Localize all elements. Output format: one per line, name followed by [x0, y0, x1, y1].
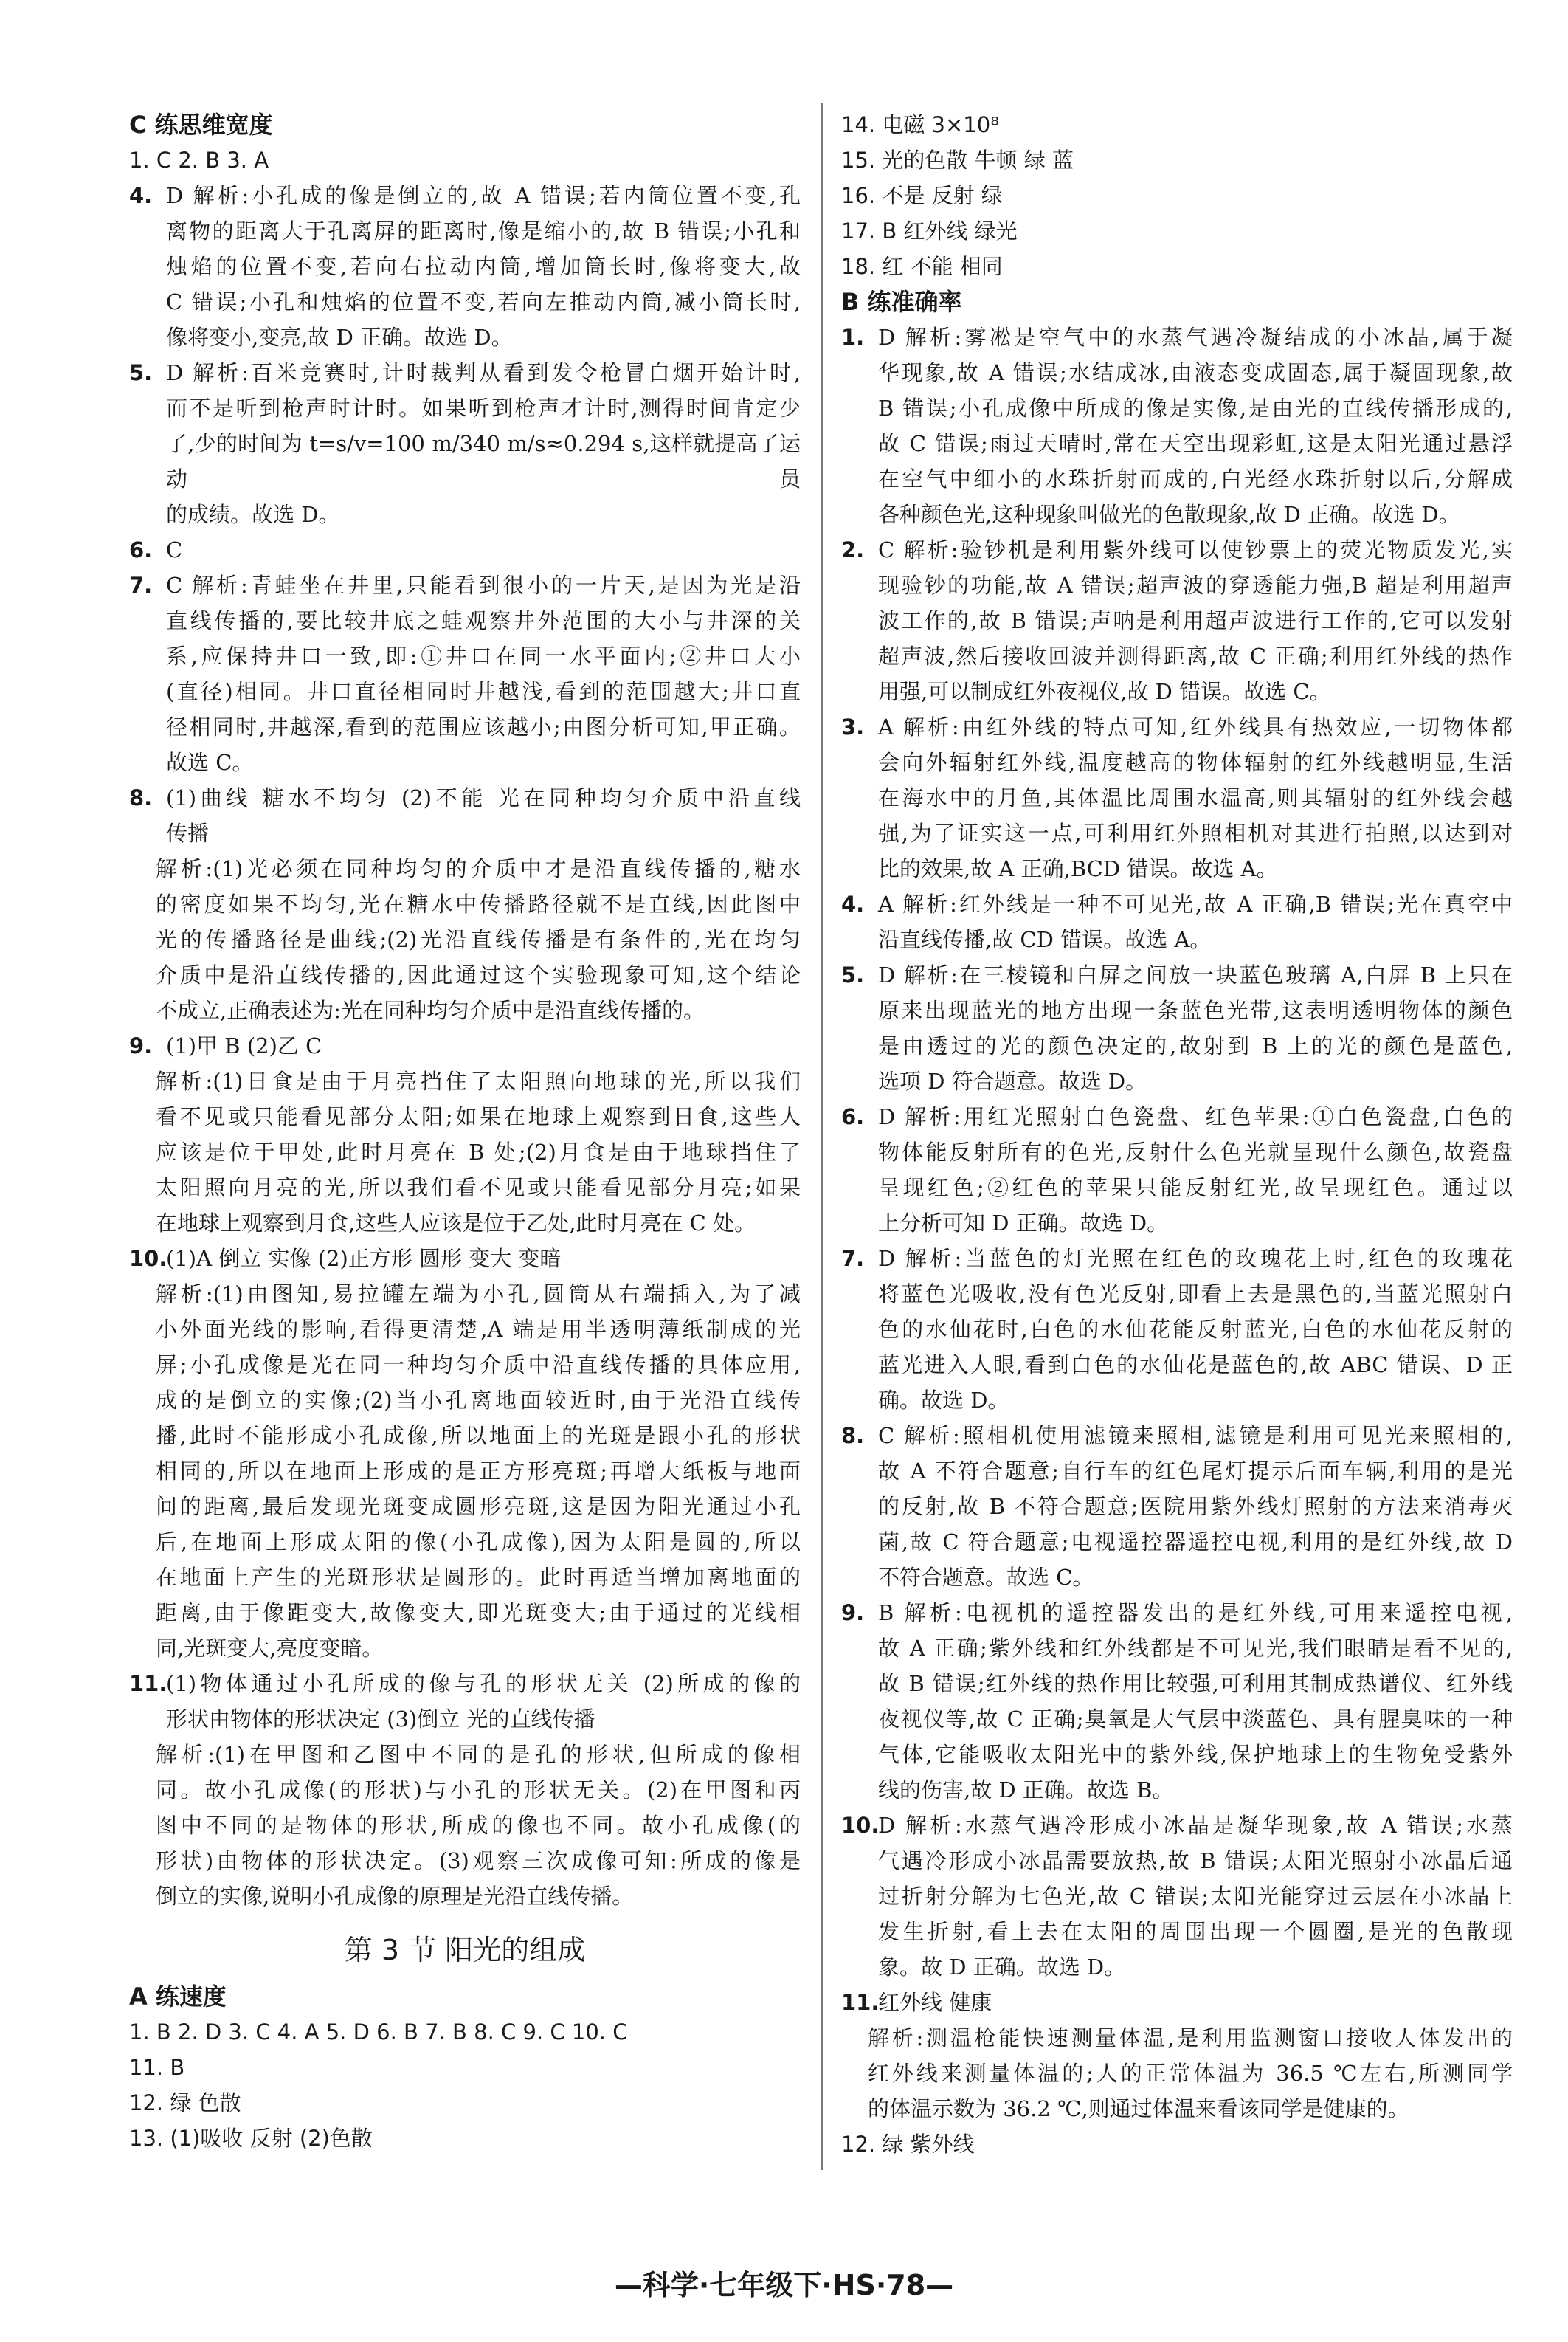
answer-line: 而不是听到枪声时计时。如果听到枪声才计时,测得时间肯定少 — [166, 396, 801, 421]
answer-line: C — [166, 537, 183, 562]
answer-item — [841, 532, 1513, 709]
answer-line: D 解析:小孔成的像是倒立的,故 A 错误;若内筒位置不变,孔 — [166, 183, 801, 208]
answer-body — [166, 568, 801, 780]
answer-line: 径相同时,井越深,看到的范围应该越小;由图分析可知,甲正确。 — [166, 714, 801, 740]
answer-body — [166, 532, 801, 568]
answer-body — [878, 886, 1513, 957]
answer-line: A 解析:红外线是一种不可见光,故 A 正确,B 错误;光在真空中 — [878, 892, 1513, 917]
answer-item — [129, 1028, 801, 1064]
answer-line: 在海水中的月鱼,其体温比周围水温高,则其辐射的红外线会越 — [878, 785, 1513, 810]
answer-line: C 错误;小孔和烛焰的位置不变,若向左推动内筒,减小筒长时, — [166, 289, 801, 314]
answer-row: 14. 电磁 3×10⁸ — [841, 112, 999, 137]
question-number: 8. — [129, 785, 153, 810]
answer-line: D 解析:用红光照射白色瓷盘、红色苹果:①白色瓷盘,白色的 — [878, 1104, 1513, 1129]
answer-line: D 解析:在三棱镜和白屏之间放一块蓝色玻璃 A,白屏 B 上只在 — [878, 962, 1513, 988]
answer-line: 各种颜色光,这种现象叫做光的色散现象,故 D 正确。故选 D。 — [878, 502, 1460, 527]
answer-body — [166, 780, 801, 851]
answer-line: 菌,故 C 符合题意;电视遥控器遥控电视,利用的是红外线,故 D — [878, 1529, 1513, 1554]
answer-line: D 解析:水蒸气遇冷形成小冰晶是凝华现象,故 A 错误;水蒸 — [878, 1813, 1513, 1838]
answer-line: (1)曲线 糖水不均匀 (2)不能 光在同种均匀介质中沿直线 — [166, 785, 801, 810]
answer-item — [841, 709, 1513, 886]
answer-item — [841, 1985, 1513, 2020]
answer-line: 传播 — [166, 821, 210, 846]
answer-line: 强,为了证实这一点,可利用红外照相机对其进行拍照,以达到对 — [878, 821, 1513, 846]
answer-line: 红外线 健康 — [878, 1990, 992, 2015]
answer-body — [878, 532, 1513, 709]
answer-line: 发生折射,看上去在太阳的周围出现一个圆圈,是光的色散现 — [878, 1919, 1513, 1944]
answer-line: 不符合题意。故选 C。 — [878, 1565, 1094, 1590]
answer-line: 故 C 错误;雨过天晴时,常在天空出现彩虹,这是太阳光通过悬浮 — [878, 431, 1513, 456]
question-number: 3. — [841, 714, 865, 740]
answer-line: 在空气中细小的水珠折射而成的,白光经水珠折射以后,分解成 — [878, 466, 1513, 492]
analysis-block — [129, 851, 801, 1028]
answer-line: 物体能反射所有的色光,反射什么色光就呈现什么颜色,故瓷盘 — [878, 1140, 1513, 1165]
analysis-line: 相同的,所以在地面上形成的是正方形亮斑;再增大纸板与地面 — [156, 1458, 801, 1484]
analysis-line: 的体温示数为 36.2 ℃,则通过体温来看该同学是健康的。 — [868, 2096, 1409, 2121]
left-column — [129, 107, 801, 2156]
answer-line: 故选 C。 — [166, 750, 254, 775]
answer-body — [878, 1595, 1513, 1808]
analysis-block — [841, 2020, 1513, 2126]
answer-line: C 解析:照相机使用滤镜来照相,滤镜是利用可见光来照相的, — [878, 1423, 1513, 1448]
answer-line: 呈现红色;②红色的苹果只能反射红光,故呈现红色。通过以 — [878, 1175, 1513, 1200]
answer-body — [878, 957, 1513, 1099]
analysis-line: 同。故小孔成像(的形状)与小孔的形状无关。(2)在甲图和丙 — [156, 1777, 801, 1802]
answer-line: 像将变小,变亮,故 D 正确。故选 D。 — [166, 325, 513, 350]
answer-line: 的反射,故 B 不符合题意;医院用紫外线灯照射的方法来消毒灭 — [878, 1494, 1513, 1519]
answer-item — [129, 780, 801, 851]
analysis-line: 解析:(1)由图知,易拉罐左端为小孔,圆筒从右端插入,为了减 — [156, 1281, 801, 1306]
right-column — [841, 107, 1513, 2162]
answer-line: C 解析:青蛙坐在井里,只能看到很小的一片天,是因为光是沿 — [166, 573, 801, 598]
section-title: C 练思维宽度 — [129, 111, 273, 139]
answer-line: C 解析:验钞机是利用紫外线可以使钞票上的荧光物质发光,实 — [878, 537, 1513, 562]
analysis-block — [129, 1276, 801, 1666]
question-number: 2. — [841, 537, 865, 562]
answer-line: 现验钞的功能,故 A 错误;超声波的穿透能力强,B 超是利用超声 — [878, 573, 1513, 598]
analysis-line: 在地球上观察到月食,这些人应该是位于乙处,此时月亮在 C 处。 — [156, 1210, 756, 1236]
answer-body — [878, 1241, 1513, 1418]
answer-item — [841, 1595, 1513, 1808]
answer-item — [841, 1808, 1513, 1985]
answer-row: 1. B 2. D 3. C 4. A 5. D 6. B 7. B 8. C 9. C 10. C — [129, 2019, 628, 2045]
question-number: 4. — [129, 183, 153, 208]
analysis-line: 红外线来测量体温的;人的正常体温为 36.5 ℃左右,所测同学 — [868, 2061, 1513, 2086]
question-number: 11. — [841, 1990, 880, 2015]
analysis-line: 形状)由物体的形状决定。(3)观察三次成像可知:所成的像是 — [156, 1848, 801, 1873]
analysis-line: 图中不同的是物体的形状,所成的像也不同。故小孔成像(的 — [156, 1813, 801, 1838]
answer-line: 夜视仪等,故 C 正确;臭氧是大气层中淡蓝色、具有腥臭味的一种 — [878, 1706, 1513, 1732]
answer-line: (1)A 倒立 实像 (2)正方形 圆形 变大 变暗 — [166, 1246, 562, 1271]
answer-row: 1. C 2. B 3. A — [129, 148, 269, 173]
answer-line: 是由透过的光的颜色决定的,故射到 B 上的光的颜色是蓝色, — [878, 1033, 1513, 1058]
answer-line: 烛焰的位置不变,若向右拉动内筒,增加筒长时,像将变大,故 — [166, 254, 801, 279]
analysis-line: 光的传播路径是曲线;(2)光沿直线传播是有条件的,光在均匀 — [156, 927, 801, 952]
answer-row: 18. 红 不能 相同 — [841, 254, 1003, 279]
answer-line: 波工作的,故 B 错误;声呐是利用超声波进行工作的,它可以发射 — [878, 608, 1513, 633]
answer-line: 故 B 错误;红外线的热作用比较强,可利用其制成热谱仪、红外线 — [878, 1671, 1513, 1696]
question-number: 4. — [841, 892, 865, 917]
answer-line: 系,应保持井口一致,即:①井口在同一水平面内;②井口大小 — [166, 644, 801, 669]
answer-item — [129, 532, 801, 568]
analysis-block — [129, 1737, 801, 1914]
analysis-line: 解析:(1)在甲图和乙图中不同的是孔的形状,但所成的像相 — [156, 1742, 801, 1767]
question-number: 8. — [841, 1423, 865, 1448]
analysis-line: 后,在地面上形成太阳的像(小孔成像),因为太阳是圆的,所以 — [156, 1529, 801, 1554]
analysis-line: 应该是位于甲处,此时月亮在 B 处;(2)月食是由于地球挡住了 — [156, 1140, 801, 1165]
column-divider — [821, 103, 823, 2170]
answer-item — [841, 957, 1513, 1099]
analysis-line: 同,光斑变大,亮度变暗。 — [156, 1636, 384, 1661]
question-number: 10. — [129, 1246, 167, 1271]
answer-line: A 解析:由红外线的特点可知,红外线具有热效应,一切物体都 — [878, 714, 1513, 740]
section-title: A 练速度 — [129, 1983, 227, 2011]
answer-body — [878, 1808, 1513, 1985]
analysis-line: 解析:(1)日食是由于月亮挡住了太阳照向地球的光,所以我们 — [156, 1069, 801, 1094]
answer-line: (直径)相同。井口直径相同时井越浅,看到的范围越大;井口直 — [166, 679, 801, 704]
answer-line: (1)物体通过小孔所成的像与孔的形状无关 (2)所成的像的 — [166, 1671, 801, 1696]
answer-item — [841, 886, 1513, 957]
answer-item — [129, 1666, 801, 1737]
answer-line: 故 A 正确;紫外线和红外线都是不可见光,我们眼睛是看不见的, — [878, 1636, 1513, 1661]
answer-line: 直线传播的,要比较井底之蛙观察井外范围的大小与井深的关 — [166, 608, 801, 633]
analysis-line: 介质中是沿直线传播的,因此通过这个实验现象可知,这个结论 — [156, 962, 801, 988]
analysis-block — [129, 1064, 801, 1241]
answer-body — [878, 1985, 1513, 2020]
answer-line: 原来出现蓝光的地方出现一条蓝色光带,这表明透明物体的颜色 — [878, 998, 1513, 1023]
answer-item — [129, 178, 801, 355]
answer-body — [878, 1418, 1513, 1595]
answer-line: 故 A 不符合题意;自行车的红色尾灯提示后面车辆,利用的是光 — [878, 1458, 1513, 1484]
answer-item — [841, 1099, 1513, 1241]
answer-line: 沿直线传播,故 CD 错误。故选 A。 — [878, 927, 1212, 952]
analysis-line: 的密度如果不均匀,光在糖水中传播路径就不是直线,因此图中 — [156, 892, 801, 917]
answer-body — [166, 178, 801, 355]
analysis-line: 在地面上产生的光斑形状是圆形的。此时再适当增加离地面的 — [156, 1565, 801, 1590]
question-number: 5. — [129, 360, 153, 385]
answer-line: D 解析:雾凇是空气中的水蒸气遇冷凝结成的小冰晶,属于凝 — [878, 325, 1513, 350]
answer-line: 离物的距离大于孔离屏的距离时,像是缩小的,故 B 错误;小孔和 — [166, 218, 801, 244]
section-title: B 练准确率 — [841, 288, 962, 316]
answer-body — [166, 355, 801, 532]
answer-body — [878, 320, 1513, 532]
answer-line: 线的伤害,故 D 正确。故选 B。 — [878, 1777, 1174, 1802]
question-number: 9. — [129, 1033, 153, 1058]
analysis-line: 播,此时不能形成小孔成像,所以地面上的光斑是跟小孔的形状 — [156, 1423, 801, 1448]
question-number: 7. — [841, 1246, 865, 1271]
analysis-line: 解析:测温枪能快速测量体温,是利用监测窗口接收人体发出的 — [868, 2025, 1513, 2050]
answer-item — [129, 1241, 801, 1276]
answer-line: 用强,可以制成红外夜视仪,故 D 错误。故选 C。 — [878, 679, 1331, 704]
analysis-line: 成的是倒立的实像;(2)当小孔离地面较近时,由于光沿直线传 — [156, 1388, 801, 1413]
question-number: 6. — [841, 1104, 865, 1129]
question-number: 11. — [129, 1671, 167, 1696]
question-number: 10. — [841, 1813, 880, 1838]
answer-body — [878, 709, 1513, 886]
question-number: 1. — [841, 325, 865, 350]
answer-line: B 错误;小孔成像中所成的像是实像,是由光的直线传播形成的, — [878, 396, 1513, 421]
answer-line: 蓝光进入人眼,看到白色的水仙花是蓝色的,故 ABC 错误、D 正 — [878, 1352, 1513, 1377]
answer-line: 华现象,故 A 错误;水结成冰,由液态变成固态,属于凝固现象,故 — [878, 360, 1513, 385]
answer-line: 的成绩。故选 D。 — [166, 502, 340, 527]
answer-line: D 解析:百米竞赛时,计时裁判从看到发令枪冒白烟开始计时, — [166, 360, 801, 385]
answer-item — [129, 355, 801, 532]
answer-line: 超声波,然后接收回波并测得距离,故 C 正确;利用红外线的热作 — [878, 644, 1513, 669]
answer-line: 形状由物体的形状决定 (3)倒立 光的直线传播 — [166, 1706, 595, 1732]
answer-line: 色的水仙花时,白色的水仙花能反射蓝光,白色的水仙花反射的 — [878, 1317, 1513, 1342]
chapter-title: 第 3 节 阳光的组成 — [344, 1934, 586, 1966]
analysis-line: 倒立的实像,说明小孔成像的原理是光沿直线传播。 — [156, 1884, 634, 1909]
answer-line: 过折射分解为七色光,故 C 错误;太阳光能穿过云层在小冰晶上 — [878, 1884, 1513, 1909]
analysis-line: 解析:(1)光必须在同种均匀的介质中才是沿直线传播的,糖水 — [156, 856, 801, 881]
answer-item — [129, 568, 801, 780]
question-number: 5. — [841, 962, 865, 988]
answer-row: 13. (1)吸收 反射 (2)色散 — [129, 2126, 373, 2151]
answer-body — [878, 1099, 1513, 1241]
answer-line: 会向外辐射红外线,温度越高的物体辐射的红外线越明显,生活 — [878, 750, 1513, 775]
answer-line: 将蓝色光吸收,没有色光反射,即看上去是黑色的,当蓝光照射白 — [878, 1281, 1513, 1306]
answer-line: B 解析:电视机的遥控器发出的是红外线,可用来遥控电视, — [878, 1600, 1513, 1625]
answer-line: 了,少的时间为 t=s/v=100 m/340 m/s≈0.294 s,这样就提高了运动员 — [166, 431, 801, 492]
analysis-line: 间的距离,最后发现光斑变成圆形亮斑,这是因为阳光通过小孔 — [156, 1494, 801, 1519]
answer-body — [166, 1028, 801, 1064]
analysis-line: 屏;小孔成像是光在同一种均匀介质中沿直线传播的具体应用, — [156, 1352, 801, 1377]
answer-body — [166, 1666, 801, 1737]
question-number: 7. — [129, 573, 153, 598]
analysis-line: 小外面光线的影响,看得更清楚,A 端是用半透明薄纸制成的光 — [156, 1317, 801, 1342]
question-number: 9. — [841, 1600, 865, 1625]
answer-line: (1)甲 B (2)乙 C — [166, 1033, 322, 1058]
answer-line: 选项 D 符合题意。故选 D。 — [878, 1069, 1147, 1094]
answer-row: 12. 绿 色散 — [129, 2090, 241, 2115]
answer-line: 象。故 D 正确。故选 D。 — [878, 1954, 1126, 1980]
answer-line: 比的效果,故 A 正确,BCD 错误。故选 A。 — [878, 856, 1278, 881]
question-number: 6. — [129, 537, 153, 562]
answer-line: 确。故选 D。 — [878, 1388, 1009, 1413]
answer-line: D 解析:当蓝色的灯光照在红色的玫瑰花上时,红色的玫瑰花 — [878, 1246, 1513, 1271]
page-footer: —科学·七年级下·HS·78— — [614, 2269, 954, 2301]
analysis-line: 不成立,正确表述为:光在同种均匀介质中是沿直线传播的。 — [156, 998, 705, 1023]
answer-row: 11. B — [129, 2055, 185, 2080]
answer-line: 气体,它能吸收太阳光中的紫外线,保护地球上的生物免受紫外 — [878, 1742, 1513, 1767]
answer-row: 16. 不是 反射 绿 — [841, 183, 1003, 208]
analysis-line: 距离,由于像距变大,故像变大,即光斑变大;由于通过的光线相 — [156, 1600, 801, 1625]
answer-body — [166, 1241, 801, 1276]
answer-item — [841, 1418, 1513, 1595]
answer-row: 15. 光的色散 牛顿 绿 蓝 — [841, 148, 1074, 173]
answer-row: 12. 绿 紫外线 — [841, 2132, 975, 2157]
answer-item — [841, 320, 1513, 532]
answer-line: 气遇冷形成小冰晶需要放热,故 B 错误;太阳光照射小冰晶后通 — [878, 1848, 1513, 1873]
answer-line: 上分析可知 D 正确。故选 D。 — [878, 1210, 1169, 1236]
answer-item — [841, 1241, 1513, 1418]
analysis-line: 看不见或只能看见部分太阳;如果在地球上观察到日食,这些人 — [156, 1104, 801, 1129]
analysis-line: 太阳照向月亮的光,所以我们看不见或只能看见部分月亮;如果 — [156, 1175, 801, 1200]
answer-row: 17. B 红外线 绿光 — [841, 218, 1018, 244]
